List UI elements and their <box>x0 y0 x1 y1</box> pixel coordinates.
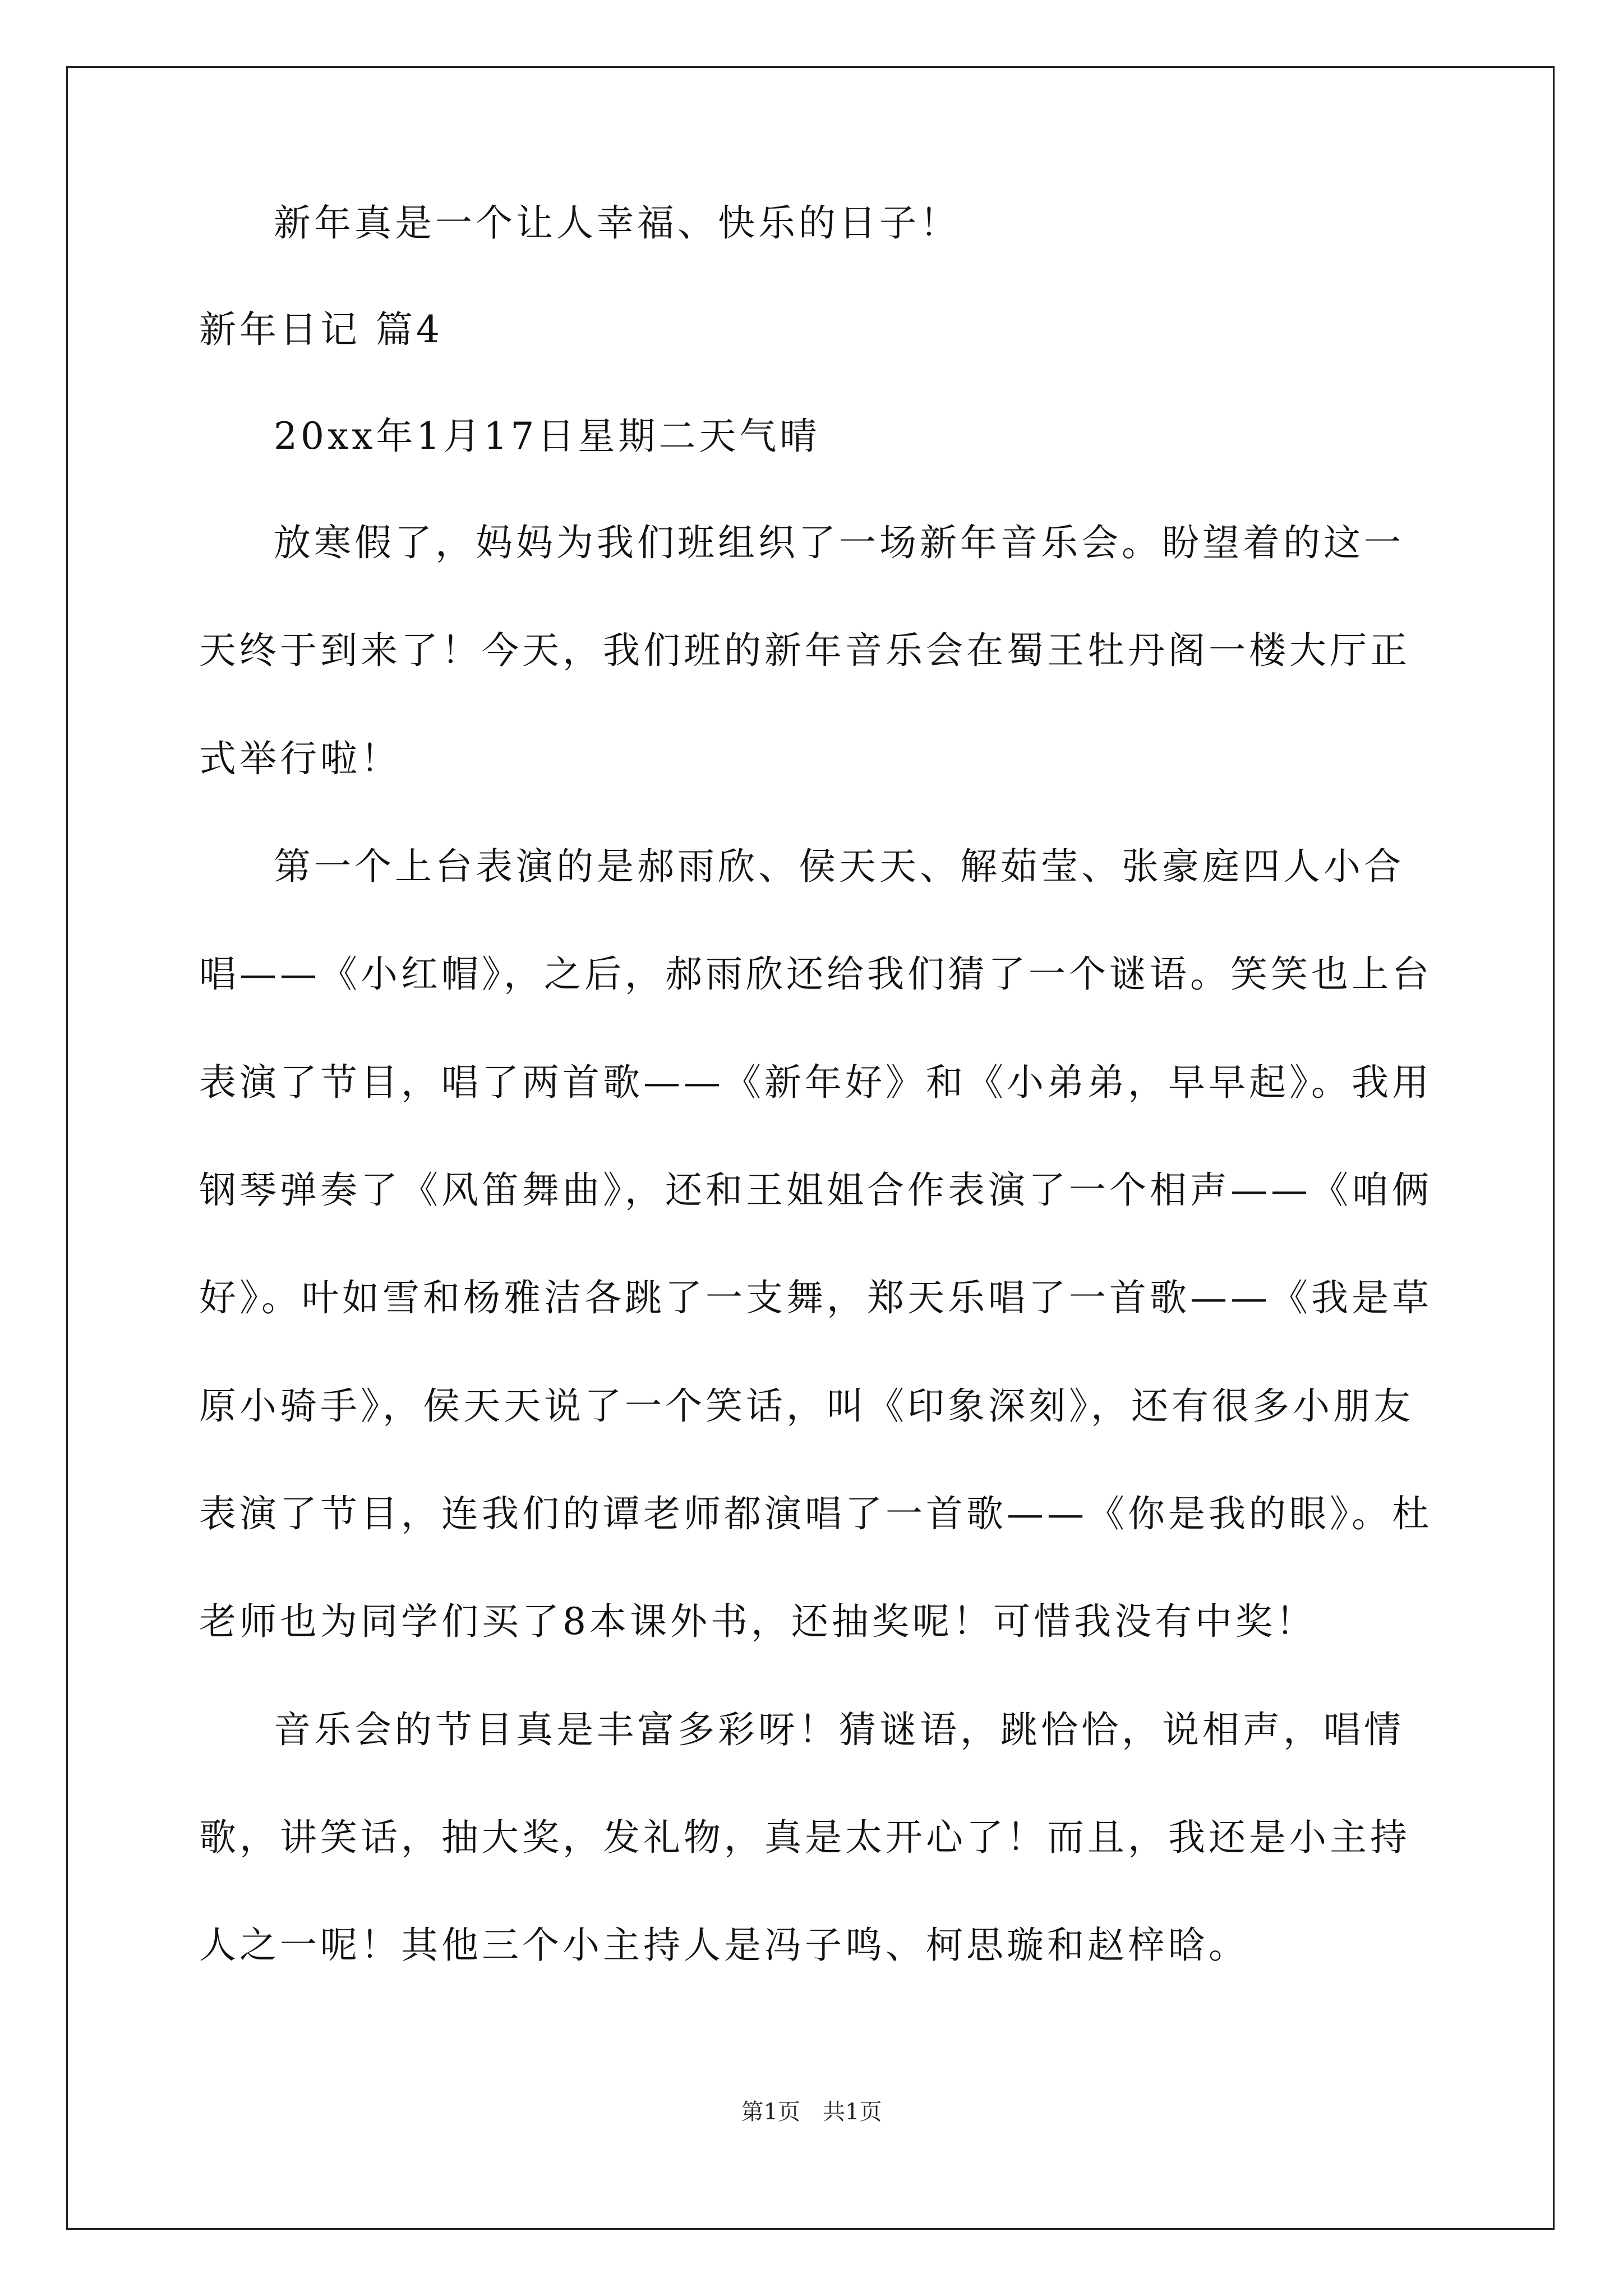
paragraph-2-line-7: 表演了节目，连我们的谭老师都演唱了一首歌——《你是我的眼》。杜 <box>199 1492 1432 1535</box>
page-footer <box>0 2098 1623 2126</box>
paragraph-2-line-6: 原小骑手》，侯天天说了一个笑话，叫《印象深刻》，还有很多小朋友 <box>199 1384 1414 1428</box>
paragraph-3-line-2: 歌，讲笑话，抽大奖，发礼物，真是太开心了！而且，我还是小主持 <box>199 1816 1410 1859</box>
page-border <box>66 66 1555 2230</box>
paragraph-2-line-4: 钢琴弹奏了《风笛舞曲》，还和王姐姐合作表演了一个相声——《咱俩 <box>199 1168 1432 1212</box>
page-number: 第1页 共1页 <box>741 2099 882 2125</box>
paragraph-3-line-1: 音乐会的节目真是丰富多彩呀！猜谜语，跳恰恰，说相声，唱情 <box>274 1708 1404 1751</box>
paragraph-2-line-1: 第一个上台表演的是郝雨欣、侯天天、解茹莹、张豪庭四人小合 <box>274 845 1404 888</box>
section-title: 新年日记 篇4 <box>199 308 443 351</box>
paragraph-2-line-8: 老师也为同学们买了8本课外书，还抽奖呢！可惜我没有中奖！ <box>199 1600 1316 1643</box>
paragraph-1-line-2: 天终于到来了！今天，我们班的新年音乐会在蜀王牡丹阁一楼大厅正 <box>199 629 1410 672</box>
paragraph-2-line-2: 唱——《小红帽》，之后，郝雨欣还给我们猜了一个谜语。笑笑也上台 <box>199 953 1432 996</box>
closing-line: 新年真是一个让人幸福、快乐的日子！ <box>274 201 960 245</box>
paragraph-1-line-3: 式举行啦！ <box>199 737 401 780</box>
paragraph-1-line-1: 放寒假了，妈妈为我们班组织了一场新年音乐会。盼望着的这一 <box>274 521 1404 564</box>
paragraph-3-line-3: 人之一呢！其他三个小主持人是冯子鸣、柯思璇和赵梓晗。 <box>199 1924 1249 1967</box>
paragraph-2-line-3: 表演了节目，唱了两首歌——《新年好》和《小弟弟，早早起》。我用 <box>199 1061 1432 1104</box>
paragraph-2-line-5: 好》。叶如雪和杨雅洁各跳了一支舞，郑天乐唱了一首歌——《我是草 <box>199 1276 1432 1319</box>
date-line: 20xx年1月17日星期二天气晴 <box>274 415 820 458</box>
